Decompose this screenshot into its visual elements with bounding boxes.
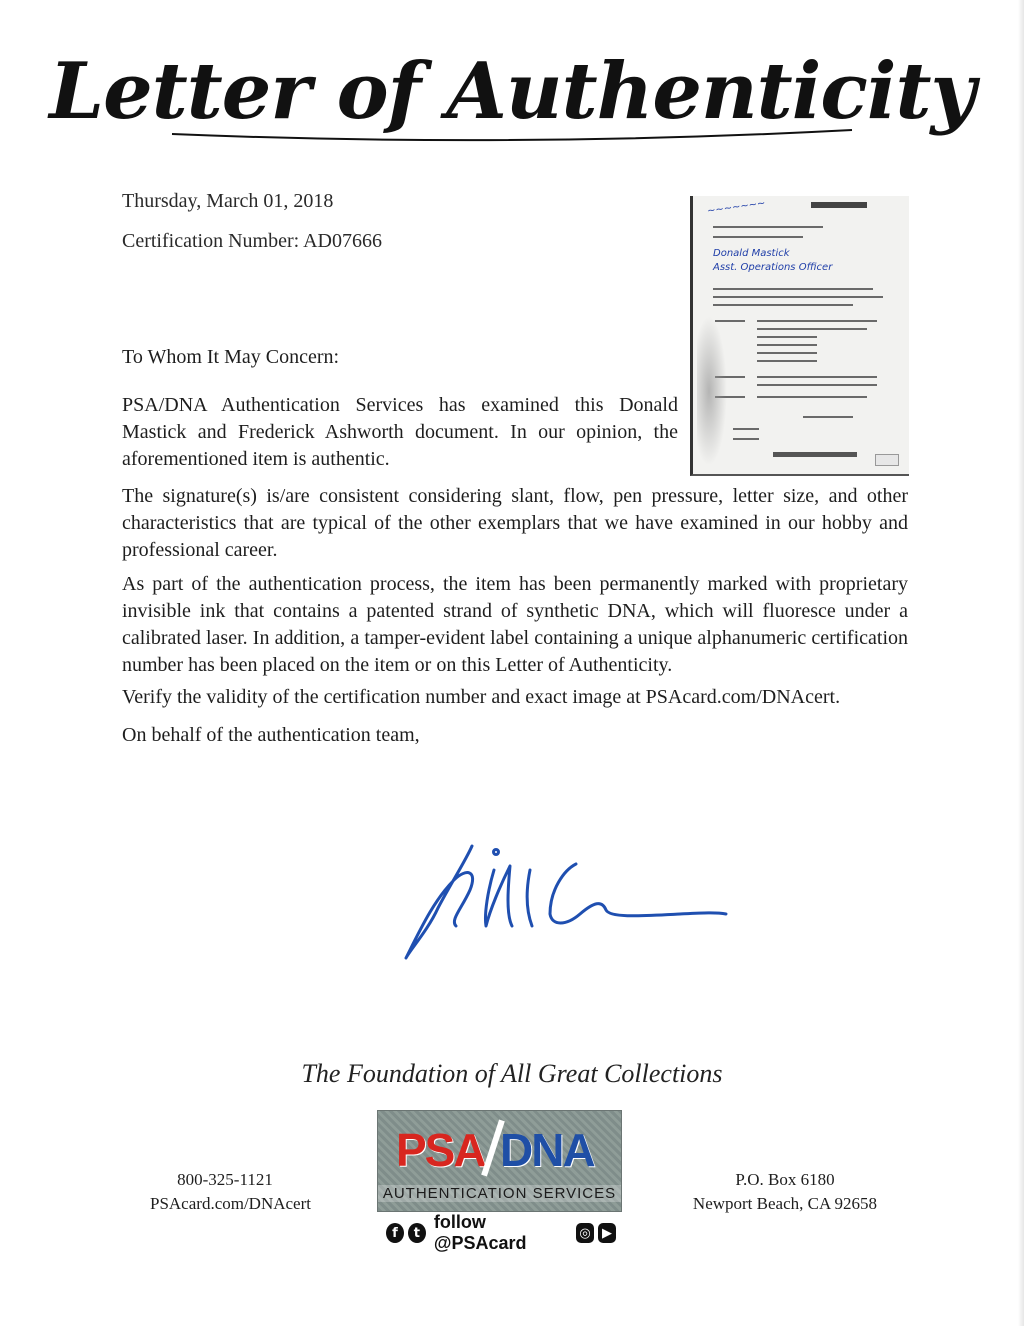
logo-psa-text: PSA [396, 1124, 485, 1176]
address-line-2: Newport Beach, CA 92658 [692, 1194, 878, 1213]
instagram-icon[interactable]: ◎ [576, 1223, 594, 1243]
verify-statement: Verify the validity of the certification number and exact image at PSAcard.com/DNAcert. [122, 686, 841, 708]
paragraph-signature-analysis: The signature(s) is/are consistent considering slant, flow, pen pressure, letter size, and other characteristics that are typical of the other exemplars that we have examined in our hobby and professional career. [122, 485, 908, 561]
authenticator-signature [380, 830, 740, 970]
social-follow-bar [386, 1212, 616, 1253]
letter-title [0, 22, 1024, 162]
phone-number: 800-325-1121 [177, 1170, 273, 1189]
website-link[interactable]: PSAcard.com/DNAcert [150, 1194, 311, 1213]
facebook-icon[interactable]: f [386, 1223, 404, 1243]
thumbnail-handwriting-title: Asst. Operations Officer [713, 262, 833, 273]
paragraph-examination: PSA/DNA Authentication Services has examined this Donald Mastick and Frederick Ashworth document. In our opinion, the aforementioned item is authentic. [122, 394, 678, 470]
contact-phone-web [150, 1168, 311, 1216]
salutation: To Whom It May Concern: [122, 346, 340, 368]
logo-subtitle: AUTHENTICATION SERVICES [378, 1185, 621, 1202]
tamper-label-sticker [875, 454, 899, 466]
title-text: Letter of Authenticity [49, 46, 975, 137]
logo-dna-text: DNA [500, 1124, 594, 1176]
social-handle: follow @PSAcard [433, 1212, 527, 1253]
twitter-icon[interactable]: t [408, 1223, 426, 1243]
document-thumbnail: ~~~~~~~ Donald Mastick Asst. Operations Officer [690, 196, 909, 476]
letter-date: Thursday, March 01, 2018 [122, 190, 334, 212]
thumbnail-handwriting-name: Donald Mastick [713, 248, 790, 259]
tagline: The Foundation of All Great Collections [301, 1059, 723, 1088]
youtube-icon[interactable]: ▶ [598, 1223, 616, 1243]
closing-line: On behalf of the authentication team, [122, 724, 420, 746]
page-edge-shadow [1018, 0, 1024, 1326]
contact-address [690, 1168, 880, 1216]
paragraph-dna-marking: As part of the authentication process, the item has been permanently marked with proprietary invisible ink that contains a patented strand of synthetic DNA, which will fluoresce under a calibrated laser. In addition, a tamper-evident label containing a unique alphanumeric certification number has been placed on the item or on this Letter of Authenticity. [122, 573, 908, 676]
certification-number: Certification Number: AD07666 [122, 230, 382, 252]
psa-dna-logo [377, 1110, 622, 1212]
address-line-1: P.O. Box 6180 [735, 1170, 835, 1189]
